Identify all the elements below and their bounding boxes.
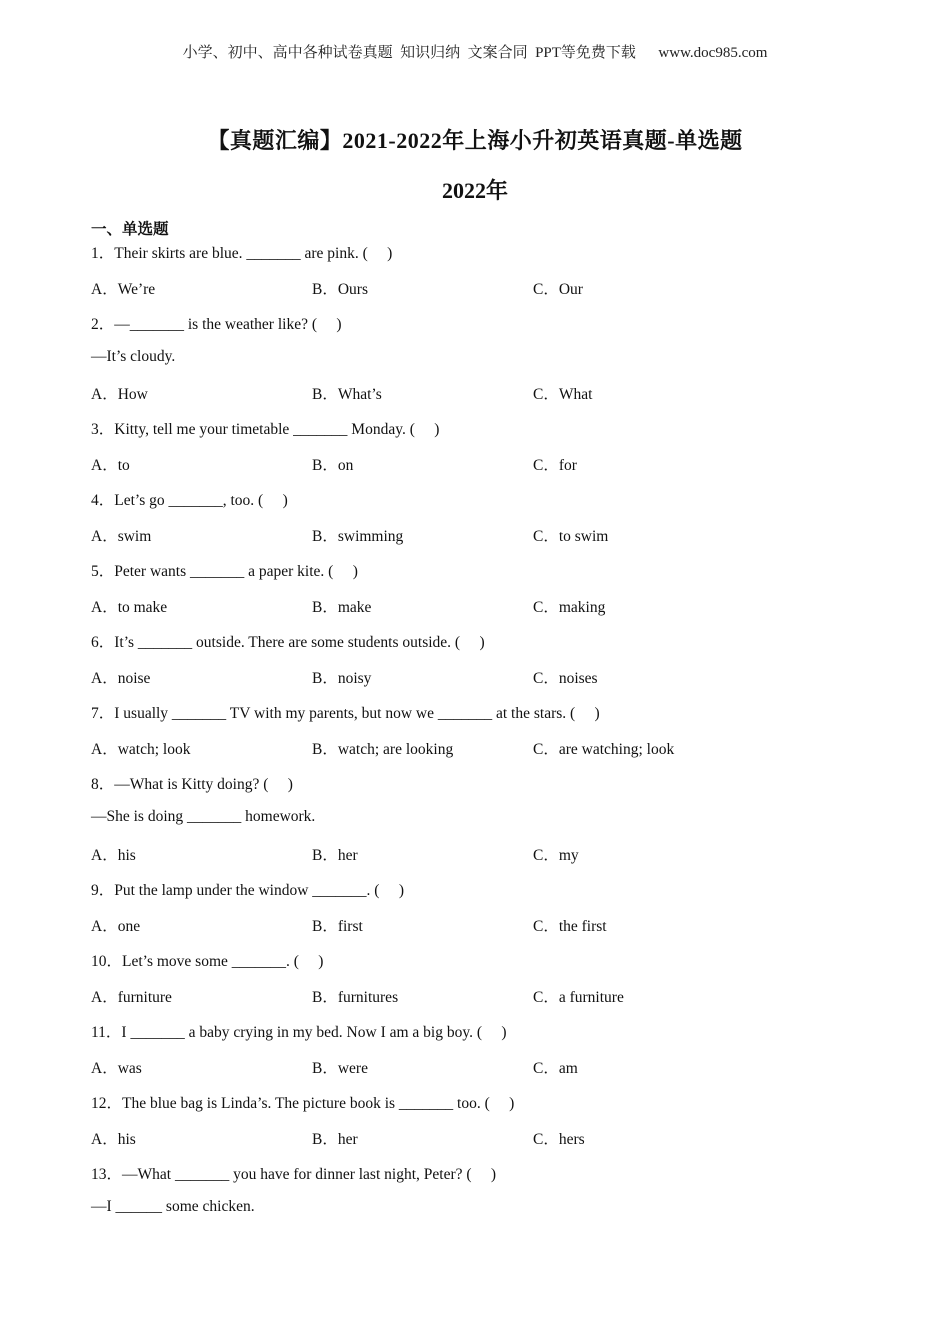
question-9: 9．Put the lamp under the window _______. ( ) [91, 882, 404, 899]
option-b: B．were [312, 1060, 368, 1077]
question-6: 6．It’s _______ outside. There are some students outside. ( ) [91, 634, 485, 651]
option-c: C．hers [533, 1131, 585, 1148]
option-c: C．are watching; look [533, 741, 675, 758]
question-2-response: —It’s cloudy. [91, 348, 176, 365]
document-title: 【真题汇编】2021-2022年上海小升初英语真题-单选题 [207, 128, 743, 153]
question-10: 10．Let’s move some _______. ( ) [91, 953, 324, 970]
question-11: 11．I _______ a baby crying in my bed. Now I am a big boy. ( ) [91, 1024, 507, 1041]
option-c: C．making [533, 599, 606, 616]
question-5: 5．Peter wants _______ a paper kite. ( ) [91, 563, 358, 580]
option-c: C．Our [533, 281, 583, 298]
question-7: 7．I usually _______ TV with my parents, but now we _______ at the stars. ( ) [91, 705, 600, 722]
option-a: A．his [91, 847, 136, 864]
question-13: 13．—What _______ you have for dinner last night, Peter? ( ) [91, 1166, 497, 1183]
option-a: A．one [91, 918, 141, 935]
question-8-response: —She is doing _______ homework. [91, 808, 316, 825]
document-subtitle: 2022年 [441, 178, 508, 203]
option-b: B．Ours [312, 281, 368, 298]
option-a: A．furniture [91, 989, 172, 1006]
question-1: 1．Their skirts are blue. _______ are pink. ( ) [91, 245, 393, 262]
option-a: A．to [91, 457, 130, 474]
option-c: C．the first [533, 918, 607, 935]
section-heading: 一、单选题 [91, 221, 169, 238]
question-13-response: —I ______ some chicken. [91, 1198, 255, 1215]
option-a: A．watch; look [91, 741, 191, 758]
option-a: A．swim [91, 528, 152, 545]
option-c: C．to swim [533, 528, 609, 545]
option-b: B．on [312, 457, 354, 474]
option-b: B．furnitures [312, 989, 399, 1006]
option-a: A．his [91, 1131, 136, 1148]
option-b: B．first [312, 918, 363, 935]
option-a: A．to make [91, 599, 168, 616]
option-a: A．We’re [91, 281, 156, 298]
question-2: 2．—_______ is the weather like? ( ) [91, 316, 342, 333]
option-c: C．am [533, 1060, 578, 1077]
question-8: 8．—What is Kitty doing? ( ) [91, 776, 293, 793]
option-c: C．my [533, 847, 579, 864]
question-12: 12．The blue bag is Linda’s. The picture book is _______ too. ( ) [91, 1095, 515, 1112]
option-b: B．make [312, 599, 372, 616]
option-c: C．noises [533, 670, 598, 687]
option-b: B．What’s [312, 386, 382, 403]
question-3: 3．Kitty, tell me your timetable _______ Monday. ( ) [91, 421, 440, 438]
option-b: B．her [312, 1131, 358, 1148]
question-4: 4．Let’s go _______, too. ( ) [91, 492, 288, 509]
option-b: B．her [312, 847, 358, 864]
option-a: A．noise [91, 670, 151, 687]
option-a: A．was [91, 1060, 142, 1077]
option-c: C．a furniture [533, 989, 624, 1006]
option-c: C．What [533, 386, 593, 403]
option-b: B．swimming [312, 528, 404, 545]
option-a: A．How [91, 386, 148, 403]
option-c: C．for [533, 457, 577, 474]
option-b: B．noisy [312, 670, 372, 687]
option-b: B．watch; are looking [312, 741, 454, 758]
page-header: 小学、初中、高中各种试卷真题 知识归纳 文案合同 PPT等免费下载 www.doc985.com [182, 45, 768, 61]
